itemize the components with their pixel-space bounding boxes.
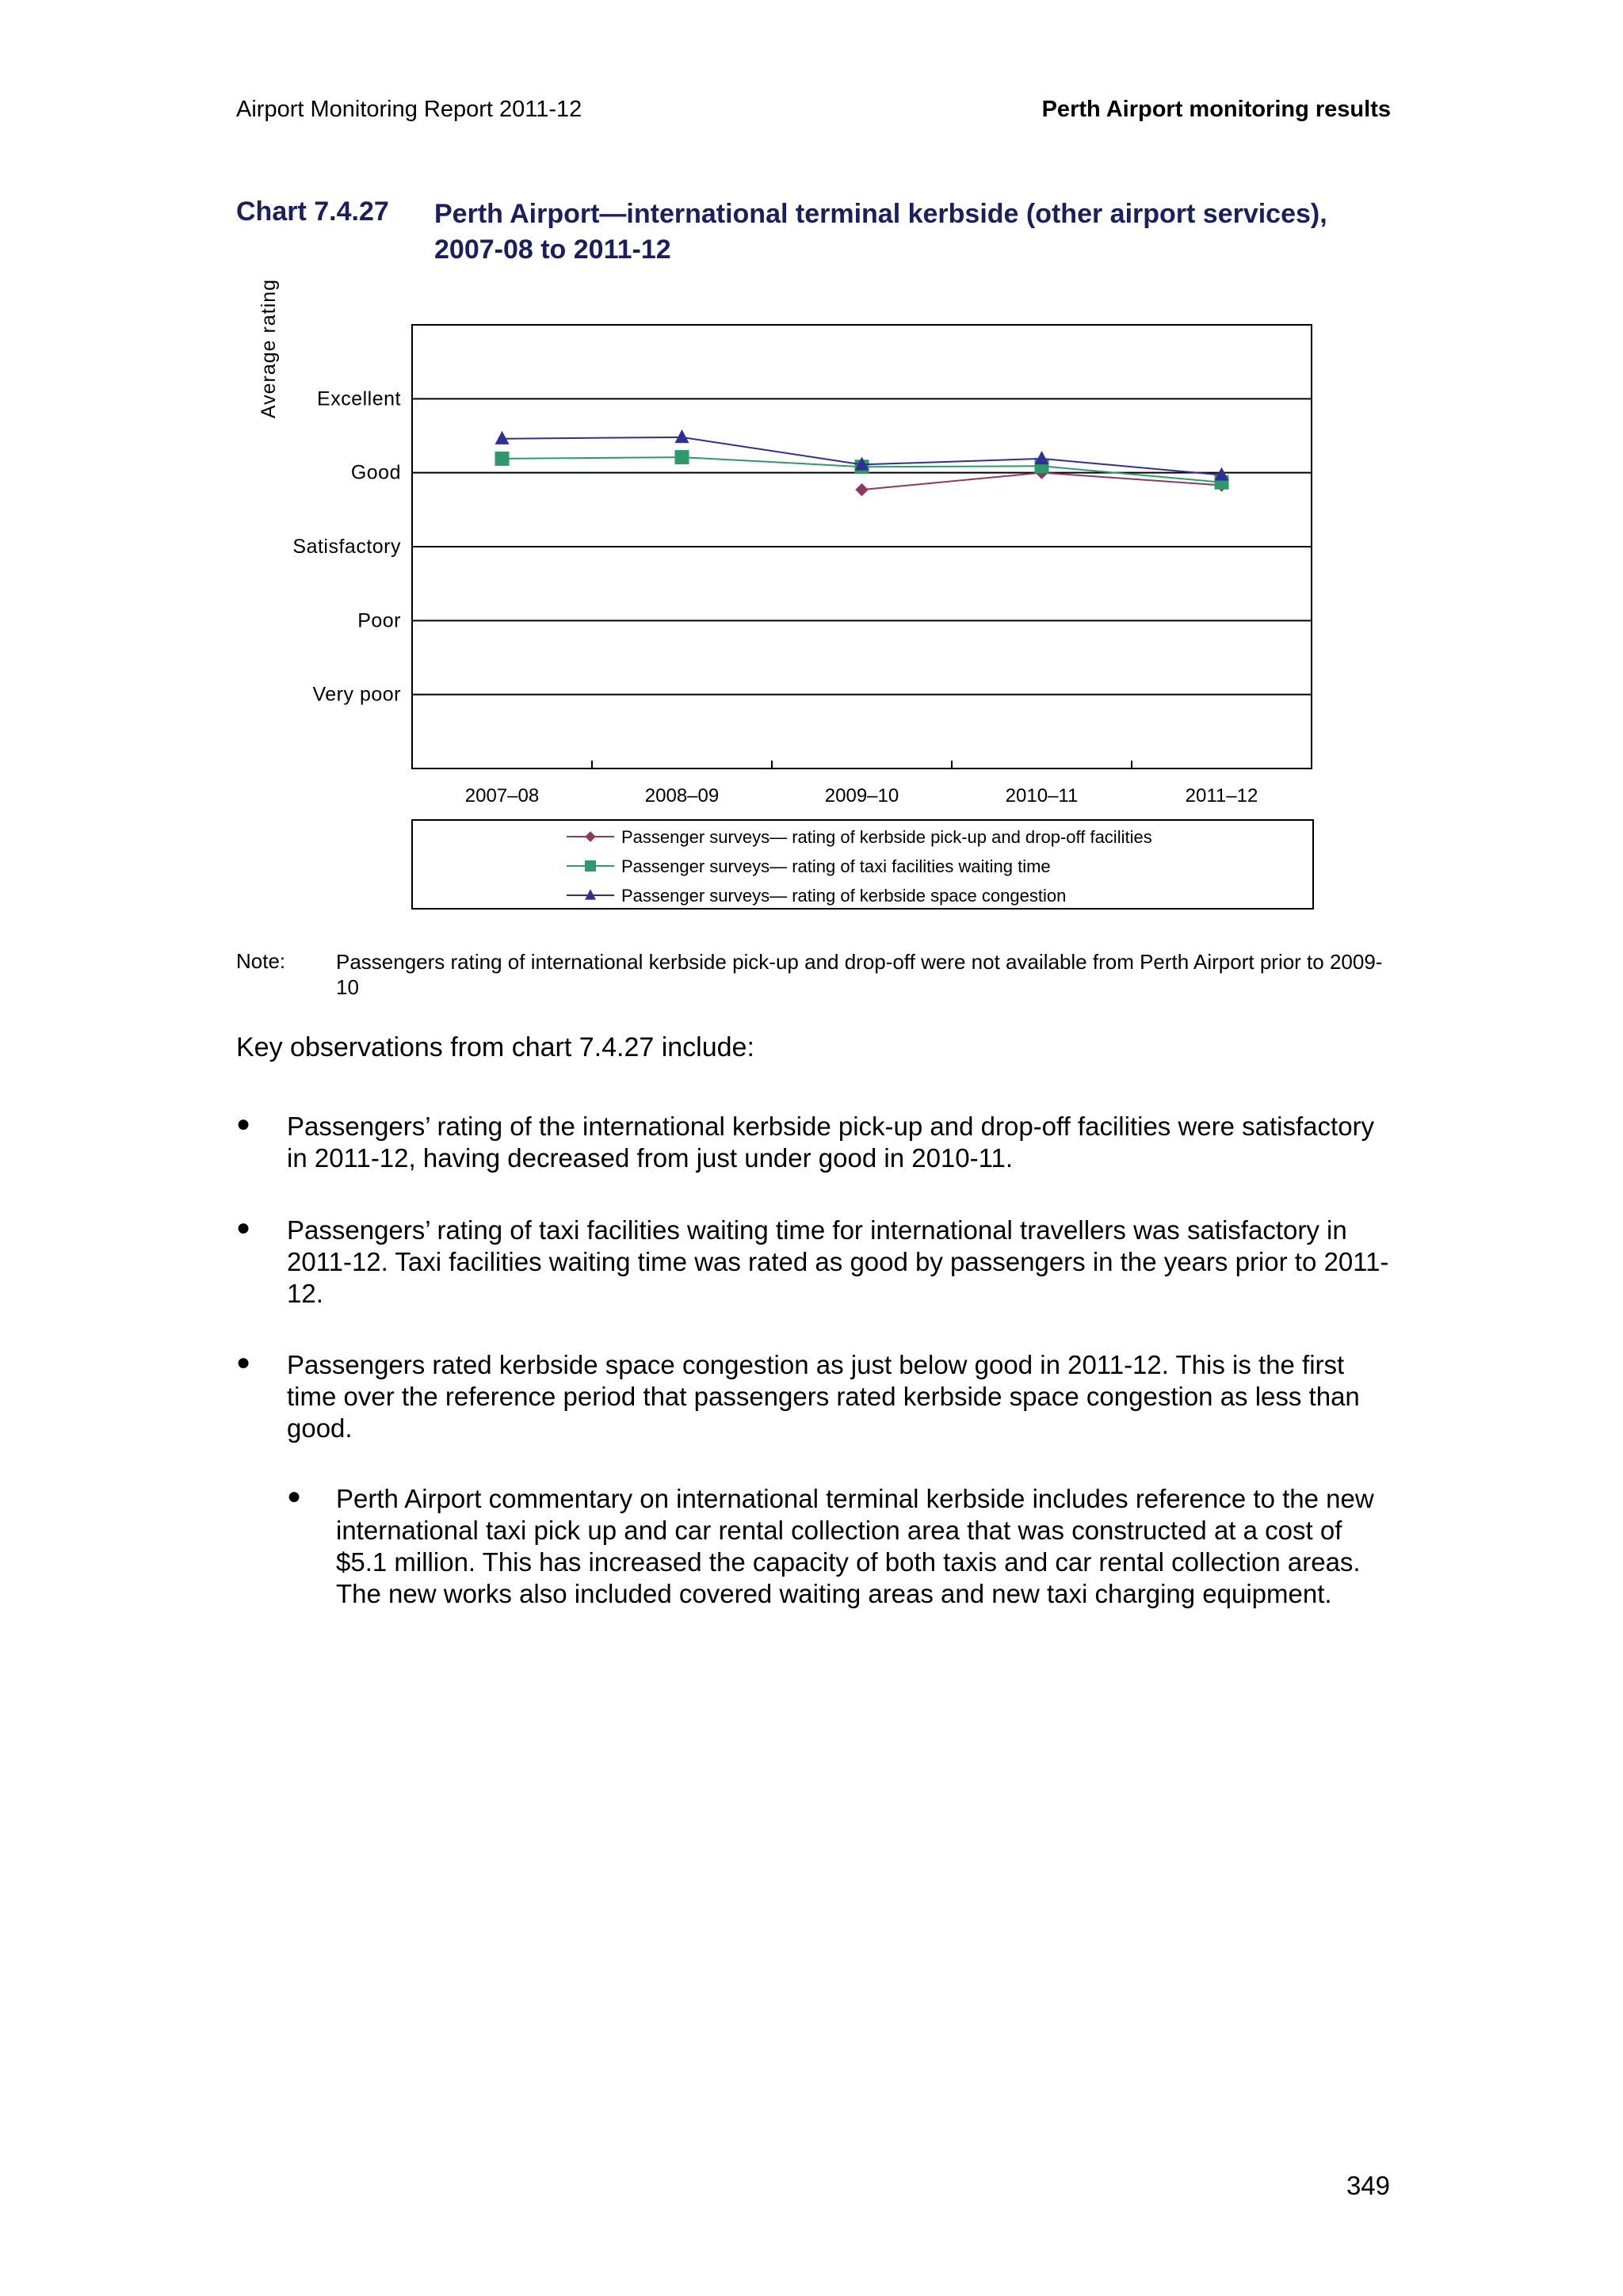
legend-label: Passenger surveys— rating of kerbside space congestion <box>621 886 1067 906</box>
data-point-square <box>675 450 689 464</box>
observation-bullet: Passengers’ rating of the international kerbside pick-up and drop-off facilities were satisfactory in 2011-12, having decreased from just under good in 2010-11. <box>287 1112 1375 1173</box>
bullet-marker: ● <box>236 1111 251 1137</box>
header-section-title: Perth Airport monitoring results <box>1041 97 1391 122</box>
chart-title: Perth Airport—international terminal kerbside (other airport services), 2007-08 to 2011-12 <box>434 199 1327 265</box>
observation-bullet: Passengers rated kerbside space congestion as just below good in 2011-12. This is the first time over the reference period that passengers rated kerbside space congestion as less than good. <box>287 1350 1360 1443</box>
x-tick-label: 2010–11 <box>1005 785 1079 807</box>
page-number: 349 <box>1346 2171 1390 2200</box>
y-tick-label: Excellent <box>317 387 401 410</box>
y-tick-label: Satisfactory <box>292 536 401 558</box>
note-label: Note: <box>236 949 286 973</box>
legend-marker-square <box>585 860 596 871</box>
observation-bullet: Passengers’ rating of taxi facilities waiting time for international travellers was satisfactory in 2011-12. Taxi facilities waiting time was rated as good by passengers in the years prior to 2011-12. <box>287 1215 1389 1308</box>
x-tick-label: 2007–08 <box>464 785 540 807</box>
y-axis-label: Average rating <box>258 278 280 419</box>
chart-number: Chart 7.4.27 <box>236 196 389 227</box>
y-tick-label: Good <box>350 461 401 484</box>
x-tick-label: 2009–10 <box>824 785 899 807</box>
header-report-title: Airport Monitoring Report 2011-12 <box>236 97 582 122</box>
x-tick-label: 2008–09 <box>644 785 720 807</box>
y-tick-label: Poor <box>357 609 401 632</box>
data-point-square <box>495 452 510 466</box>
bullet-marker: ● <box>236 1349 251 1375</box>
observations-intro: Key observations from chart 7.4.27 include: <box>236 1032 754 1062</box>
sub-bullet-marker: ● <box>287 1483 302 1509</box>
x-tick-label: 2011–12 <box>1185 785 1258 807</box>
y-tick-label: Very poor <box>312 683 401 706</box>
line-chart <box>0 0 1623 935</box>
legend-label: Passenger surveys— rating of kerbside pick-up and drop-off facilities <box>621 827 1152 847</box>
note-text: Passengers rating of international kerbside pick-up and drop-off were not available from Perth Airport prior to 2009-10 <box>336 950 1383 999</box>
bullet-marker: ● <box>236 1215 251 1241</box>
observation-sub-bullet: Perth Airport commentary on international terminal kerbside includes reference to the new international taxi pick up and car rental collection area that was constructed at a cost of $5.1 million. This has increased the capacity of both taxis and car rental collection areas. The new works also included covered waiting areas and new taxi charging equipment. <box>336 1484 1374 1608</box>
legend-label: Passenger surveys— rating of taxi facilities waiting time <box>621 856 1051 876</box>
